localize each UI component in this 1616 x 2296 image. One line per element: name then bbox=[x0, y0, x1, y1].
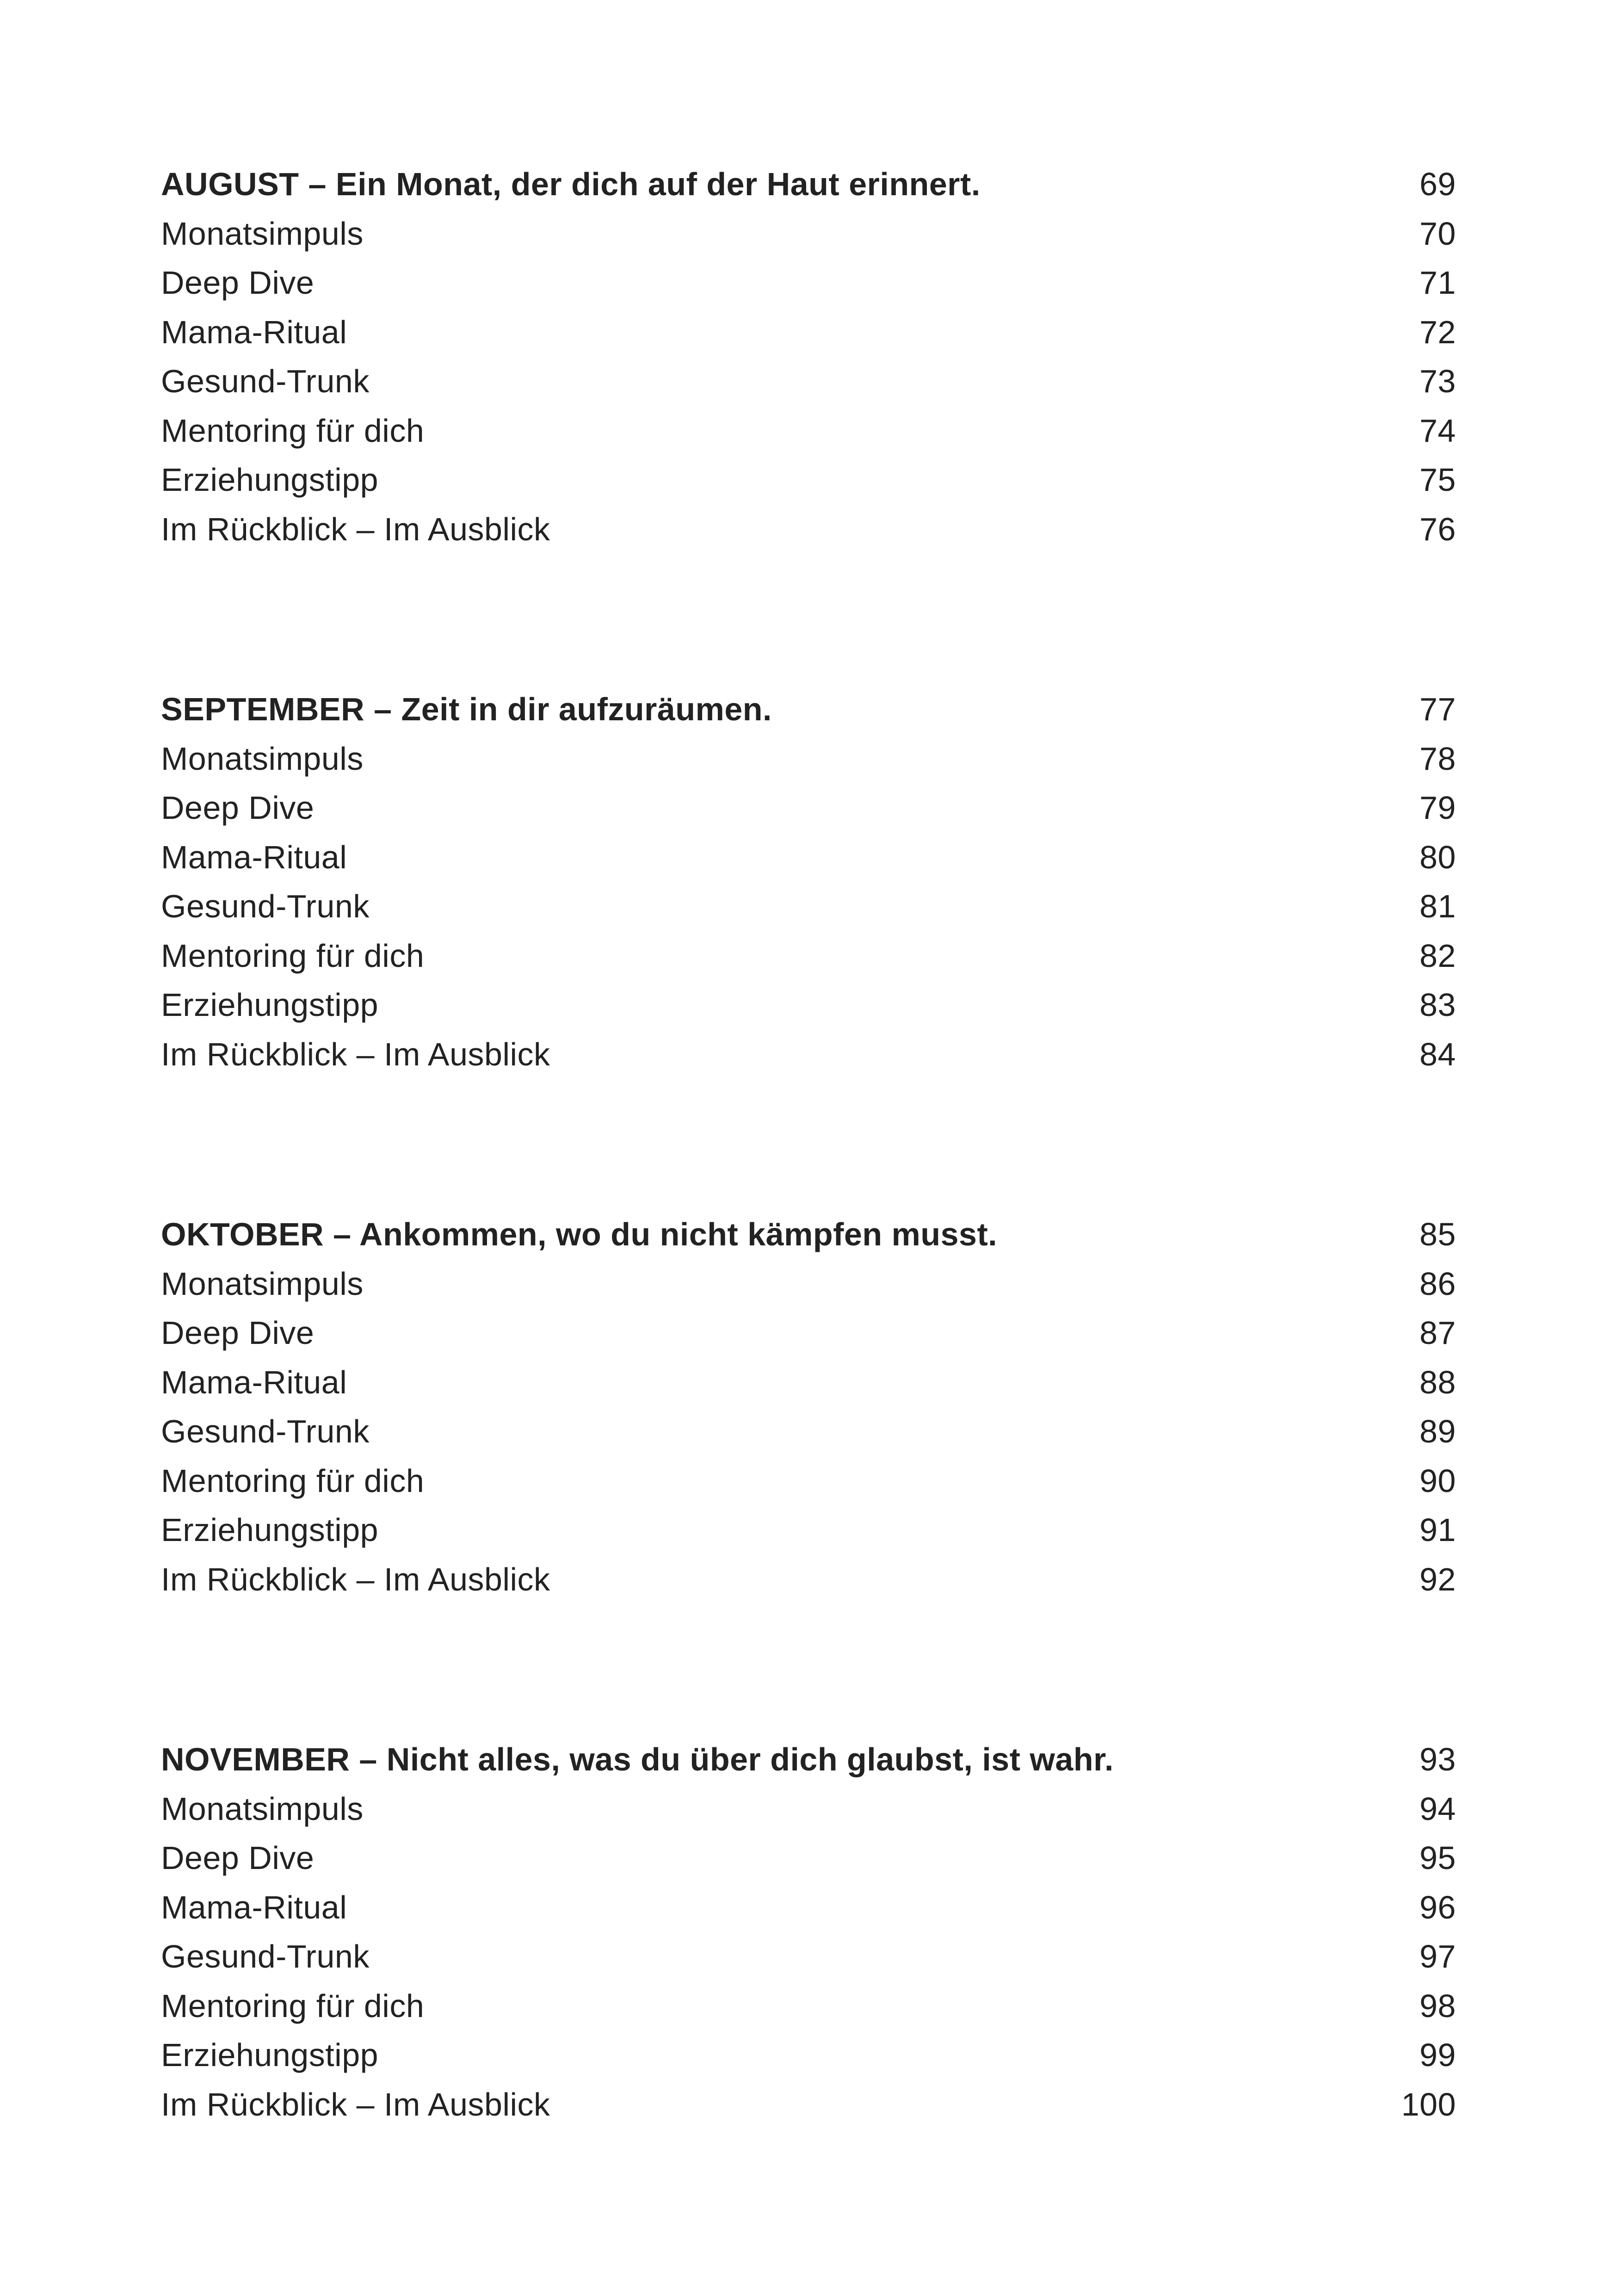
page-number: 83 bbox=[1419, 987, 1456, 1023]
entry-label: Mentoring für dich bbox=[161, 412, 425, 449]
page-number: 73 bbox=[1419, 363, 1456, 399]
toc-entry[interactable] bbox=[161, 2080, 1456, 2129]
toc-entry[interactable] bbox=[161, 734, 1456, 784]
page-number: 97 bbox=[1419, 1938, 1456, 1974]
page-number: 78 bbox=[1419, 740, 1456, 777]
page-number: 71 bbox=[1419, 265, 1456, 301]
table-of-contents bbox=[161, 160, 1456, 2129]
page-number: 100 bbox=[1401, 2086, 1456, 2123]
section-title: AUGUST – Ein Monat, der dich auf der Haut erinnert. bbox=[161, 166, 981, 202]
entry-label: Erziehungstipp bbox=[161, 987, 379, 1023]
page-number: 69 bbox=[1419, 166, 1456, 202]
entry-label: Erziehungstipp bbox=[161, 1512, 379, 1548]
page-number: 80 bbox=[1419, 839, 1456, 875]
entry-label: Deep Dive bbox=[161, 1840, 315, 1876]
toc-entry[interactable] bbox=[161, 1784, 1456, 1834]
toc-entry[interactable] bbox=[161, 1505, 1456, 1555]
entry-label: Deep Dive bbox=[161, 790, 315, 826]
toc-entry[interactable] bbox=[161, 505, 1456, 554]
entry-label: Mentoring für dich bbox=[161, 1462, 425, 1499]
entry-label: Deep Dive bbox=[161, 265, 315, 301]
toc-entry[interactable] bbox=[161, 258, 1456, 308]
page-number: 98 bbox=[1419, 1987, 1456, 2024]
entry-label: Gesund-Trunk bbox=[161, 1413, 370, 1449]
page-number: 99 bbox=[1419, 2037, 1456, 2073]
page-number: 77 bbox=[1419, 691, 1456, 727]
entry-label: Monatsimpuls bbox=[161, 1790, 364, 1827]
page-number: 90 bbox=[1419, 1462, 1456, 1499]
toc-entry[interactable] bbox=[161, 882, 1456, 931]
toc-section-august bbox=[161, 160, 1456, 554]
entry-label: Deep Dive bbox=[161, 1315, 315, 1351]
entry-label: Mama-Ritual bbox=[161, 1364, 347, 1400]
toc-entry[interactable] bbox=[161, 980, 1456, 1030]
toc-entry[interactable] bbox=[161, 1456, 1456, 1506]
entry-label: Mama-Ritual bbox=[161, 1889, 347, 1925]
toc-entry[interactable] bbox=[161, 833, 1456, 882]
entry-label: Gesund-Trunk bbox=[161, 888, 370, 924]
entry-label: Monatsimpuls bbox=[161, 1265, 364, 1302]
page-number: 93 bbox=[1419, 1741, 1456, 1777]
toc-entry[interactable] bbox=[161, 406, 1456, 456]
page-number: 75 bbox=[1419, 462, 1456, 498]
toc-entry[interactable] bbox=[161, 1833, 1456, 1883]
entry-label: Erziehungstipp bbox=[161, 2037, 379, 2073]
page-number: 70 bbox=[1419, 215, 1456, 252]
entry-label: Im Rückblick – Im Ausblick bbox=[161, 1561, 550, 1597]
entry-label: Mentoring für dich bbox=[161, 937, 425, 974]
page-number: 74 bbox=[1419, 412, 1456, 449]
toc-entry[interactable] bbox=[161, 1407, 1456, 1456]
toc-entry[interactable] bbox=[161, 1030, 1456, 1079]
entry-label: Erziehungstipp bbox=[161, 462, 379, 498]
toc-entry[interactable] bbox=[161, 931, 1456, 981]
toc-entry[interactable] bbox=[161, 1932, 1456, 1981]
entry-label: Monatsimpuls bbox=[161, 740, 364, 777]
entry-label: Mentoring für dich bbox=[161, 1987, 425, 2024]
page-number: 85 bbox=[1419, 1216, 1456, 1252]
entry-label: Mama-Ritual bbox=[161, 314, 347, 350]
toc-section-september bbox=[161, 685, 1456, 1079]
page-number: 92 bbox=[1419, 1561, 1456, 1597]
page-number: 96 bbox=[1419, 1889, 1456, 1925]
entry-label: Im Rückblick – Im Ausblick bbox=[161, 1036, 550, 1072]
page-number: 95 bbox=[1419, 1840, 1456, 1876]
page-number: 87 bbox=[1419, 1315, 1456, 1351]
toc-section-november bbox=[161, 1735, 1456, 2129]
entry-label: Gesund-Trunk bbox=[161, 1938, 370, 1974]
toc-entry[interactable] bbox=[161, 308, 1456, 357]
toc-entry[interactable] bbox=[161, 1883, 1456, 1932]
toc-section-heading[interactable] bbox=[161, 1210, 1456, 1259]
entry-label: Gesund-Trunk bbox=[161, 363, 370, 399]
entry-label: Mama-Ritual bbox=[161, 839, 347, 875]
toc-entry[interactable] bbox=[161, 1981, 1456, 2031]
toc-section-heading[interactable] bbox=[161, 685, 1456, 734]
toc-entry[interactable] bbox=[161, 2030, 1456, 2080]
entry-label: Monatsimpuls bbox=[161, 215, 364, 252]
page-number: 81 bbox=[1419, 888, 1456, 924]
page-number: 88 bbox=[1419, 1364, 1456, 1400]
page-number: 72 bbox=[1419, 314, 1456, 350]
entry-label: Im Rückblick – Im Ausblick bbox=[161, 511, 550, 547]
page-number: 82 bbox=[1419, 937, 1456, 974]
page-number: 94 bbox=[1419, 1790, 1456, 1827]
page-number: 84 bbox=[1419, 1036, 1456, 1072]
section-title: SEPTEMBER – Zeit in dir aufzuräumen. bbox=[161, 691, 772, 727]
toc-entry[interactable] bbox=[161, 1358, 1456, 1407]
section-title: OKTOBER – Ankommen, wo du nicht kämpfen musst. bbox=[161, 1216, 998, 1252]
section-title: NOVEMBER – Nicht alles, was du über dich glaubst, ist wahr. bbox=[161, 1741, 1114, 1777]
page-number: 91 bbox=[1419, 1512, 1456, 1548]
toc-entry[interactable] bbox=[161, 1308, 1456, 1358]
page-number: 79 bbox=[1419, 790, 1456, 826]
toc-section-heading[interactable] bbox=[161, 160, 1456, 209]
toc-section-oktober bbox=[161, 1210, 1456, 1604]
page-number: 89 bbox=[1419, 1413, 1456, 1449]
page-number: 76 bbox=[1419, 511, 1456, 547]
toc-entry[interactable] bbox=[161, 1555, 1456, 1604]
toc-entry[interactable] bbox=[161, 783, 1456, 833]
toc-entry[interactable] bbox=[161, 209, 1456, 259]
toc-entry[interactable] bbox=[161, 455, 1456, 505]
toc-entry[interactable] bbox=[161, 1259, 1456, 1309]
toc-section-heading[interactable] bbox=[161, 1735, 1456, 1784]
entry-label: Im Rückblick – Im Ausblick bbox=[161, 2086, 550, 2123]
toc-entry[interactable] bbox=[161, 357, 1456, 406]
page-number: 86 bbox=[1419, 1265, 1456, 1302]
